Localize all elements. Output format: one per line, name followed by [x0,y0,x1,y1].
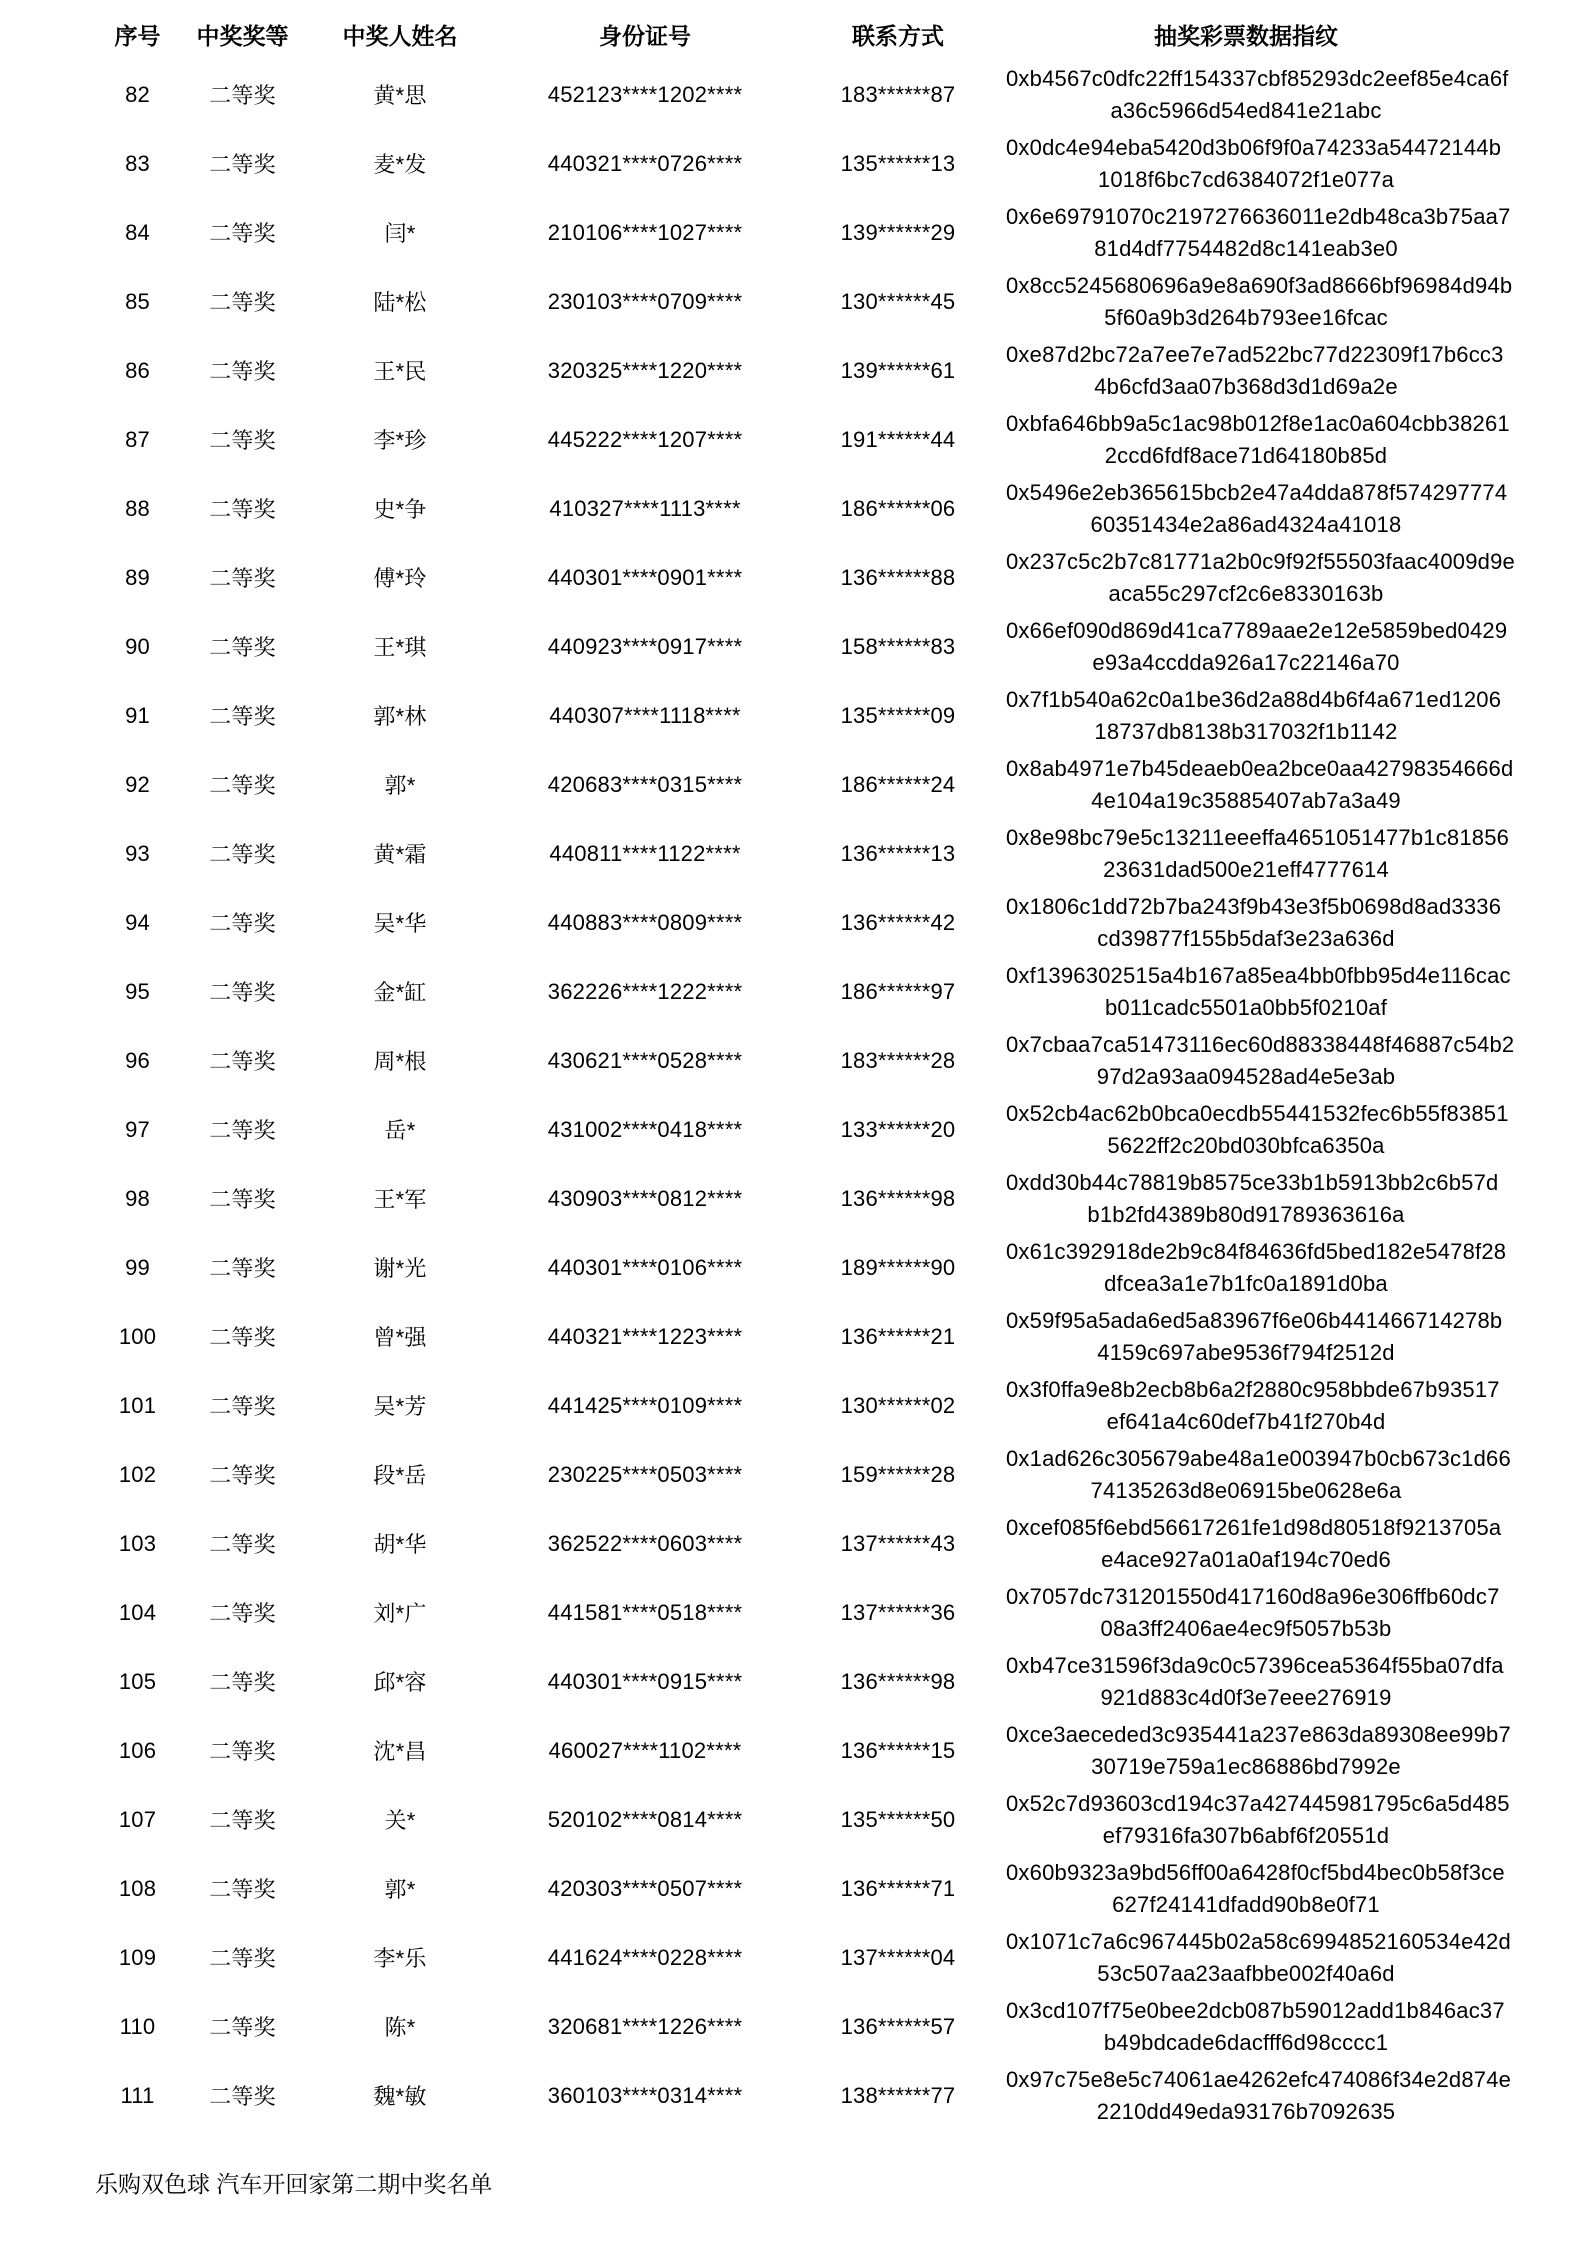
cell-fingerprint [1006,2061,1512,2130]
cell-winner-name: 吴*芳 [373,1394,427,1419]
table-row [90,1164,1486,1233]
fingerprint-line-2: b1b2fd4389b80d91789363616a [1087,1201,1405,1227]
cell-prize: 二等奖 [209,1118,276,1143]
cell-contact: 136******42 [840,909,956,935]
cell-contact: 186******24 [840,771,956,797]
cell-id-number: 362226****1222**** [547,978,743,1004]
fingerprint-line-1: 0x1071c7a6c967445b02a58c6994852160534e42d [1006,1928,1511,1954]
fingerprint-line-1: 0x8e98bc79e5c13211eeeffa4651051477b1c81856 [1006,824,1510,850]
cell-prize: 二等奖 [209,1532,276,1557]
cell-id-number: 440301****0901**** [547,564,743,590]
winners-table-body [90,60,1515,2130]
fingerprint-line-1: 0x52c7d93603cd194c37a427445981795c6a5d485 [1006,1790,1510,1816]
table-row [90,957,1486,1026]
table-row [90,1371,1486,1440]
cell-fingerprint [1006,405,1510,474]
table-row [90,819,1486,888]
cell-serial: 101 [118,1392,157,1418]
fingerprint-line-1: 0xb4567c0dfc22ff154337cbf85293dc2eef85e4ca6f [1006,65,1509,91]
fingerprint-line-1: 0x237c5c2b7c81771a2b0c9f92f55503faac4009d9e [1006,548,1515,574]
table-row [90,1647,1486,1716]
cell-id-number: 420303****0507**** [547,1875,743,1901]
fingerprint-line-1: 0x3f0ffa9e8b2ecb8b6a2f2880c958bbde67b93517 [1006,1376,1500,1402]
cell-id-number: 362522****0603**** [547,1530,743,1556]
cell-prize: 二等奖 [209,773,276,798]
cell-contact: 136******57 [840,2013,956,2039]
cell-prize: 二等奖 [209,83,276,108]
cell-contact: 186******06 [840,495,956,521]
fingerprint-line-2: 5622ff2c20bd030bfca6350a [1107,1132,1385,1158]
cell-serial: 109 [118,1944,157,1970]
fingerprint-line-1: 0x7f1b540a62c0a1be36d2a88d4b6f4a671ed1206 [1006,686,1502,712]
cell-fingerprint [1006,1371,1500,1440]
cell-id-number: 230225****0503**** [547,1461,743,1487]
cell-serial: 97 [125,1116,150,1142]
cell-fingerprint [1006,1095,1509,1164]
cell-contact: 137******43 [840,1530,956,1556]
cell-fingerprint [1006,1923,1511,1992]
fingerprint-line-2: 30719e759a1ec86886bd7992e [1091,1753,1401,1779]
fingerprint-line-1: 0xe87d2bc72a7ee7e7ad522bc77d22309f17b6cc3 [1006,341,1504,367]
fingerprint-line-1: 0x59f95a5ada6ed5a83967f6e06b441466714278b [1006,1307,1503,1333]
cell-serial: 99 [125,1254,150,1280]
cell-winner-name: 金*缸 [373,980,427,1005]
cell-prize: 二等奖 [209,497,276,522]
cell-fingerprint [1006,1992,1505,2061]
cell-prize: 二等奖 [209,1049,276,1074]
cell-fingerprint [1006,1854,1505,1923]
cell-contact: 183******28 [840,1047,956,1073]
cell-serial: 83 [125,150,150,176]
cell-serial: 85 [125,288,150,314]
cell-fingerprint [1006,198,1511,267]
col-header-prize: 中奖奖等 [196,22,289,49]
cell-fingerprint [1006,1509,1502,1578]
table-row [90,1923,1486,1992]
cell-serial: 104 [118,1599,157,1625]
fingerprint-line-2: 1018f6bc7cd6384072f1e077a [1097,166,1395,192]
cell-contact: 139******61 [840,357,956,383]
cell-prize: 二等奖 [209,911,276,936]
cell-serial: 110 [119,2013,156,2039]
fingerprint-line-2: ef641a4c60def7b41f270b4d [1106,1408,1386,1434]
fingerprint-line-2: 2210dd49eda93176b7092635 [1096,2098,1396,2124]
cell-serial: 107 [118,1806,157,1832]
fingerprint-line-2: 60351434e2a86ad4324a41018 [1090,511,1402,537]
fingerprint-line-1: 0x7057dc731201550d417160d8a96e306ffb60dc7 [1006,1583,1500,1609]
cell-prize: 二等奖 [209,221,276,246]
cell-winner-name: 郭*林 [373,704,427,729]
cell-prize: 二等奖 [209,1325,276,1350]
cell-fingerprint [1006,1647,1504,1716]
col-header-serial: 序号 [114,22,161,49]
cell-id-number: 431002****0418**** [547,1116,743,1142]
col-header-fingerprint: 抽奖彩票数据指纹 [1154,22,1338,49]
cell-id-number: 460027****1102**** [548,1737,742,1763]
fingerprint-line-2: 2ccd6fdf8ace71d64180b85d [1104,442,1388,468]
table-row [90,750,1486,819]
table-row [90,1509,1486,1578]
cell-id-number: 440811****1122**** [549,840,741,866]
table-row [90,888,1486,957]
cell-winner-name: 陈* [384,2015,416,2040]
table-row [90,1302,1486,1371]
cell-winner-name: 黄*霜 [373,842,427,867]
fingerprint-line-2: b011cadc5501a0bb5f0210af [1104,994,1388,1020]
cell-id-number: 452123****1202**** [547,81,743,107]
cell-id-number: 320325****1220**** [547,357,743,383]
cell-serial: 105 [118,1668,157,1694]
cell-prize: 二等奖 [209,842,276,867]
cell-id-number: 320681****1226**** [547,2013,743,2039]
cell-contact: 158******83 [840,633,956,659]
cell-winner-name: 郭* [384,1877,416,1902]
cell-winner-name: 吴*华 [373,911,427,936]
fingerprint-line-2: 4e104a19c35885407ab7a3a49 [1091,787,1401,813]
cell-winner-name: 王*琪 [373,635,427,660]
cell-prize: 二等奖 [209,152,276,177]
table-row [90,60,1486,129]
cell-fingerprint [1006,474,1508,543]
fingerprint-line-2: b49bdcade6dacfff6d98cccc1 [1103,2029,1389,2055]
cell-prize: 二等奖 [209,1946,276,1971]
cell-serial: 106 [118,1737,157,1763]
cell-id-number: 441581****0518**** [547,1599,743,1625]
table-row [90,1854,1486,1923]
header-row [90,8,1486,60]
cell-winner-name: 邱*容 [373,1670,427,1695]
cell-contact: 183******87 [840,81,956,107]
cell-fingerprint [1006,1302,1503,1371]
cell-winner-name: 刘*广 [373,1601,427,1626]
cell-fingerprint [1006,1578,1500,1647]
table-row [90,1785,1486,1854]
fingerprint-line-2: e4ace927a01a0af194c70ed6 [1101,1546,1391,1572]
fingerprint-line-1: 0x5496e2eb365615bcb2e47a4dda878f574297774 [1006,479,1508,505]
fingerprint-line-2: 627f24141dfadd90b8e0f71 [1112,1891,1380,1917]
cell-winner-name: 沈*昌 [373,1739,427,1764]
cell-prize: 二等奖 [209,2015,276,2040]
cell-contact: 135******50 [840,1806,956,1832]
cell-winner-name: 郭* [384,773,416,798]
table-row [90,336,1486,405]
cell-id-number: 441425****0109**** [547,1392,743,1418]
fingerprint-line-1: 0xcef085f6ebd56617261fe1d98d80518f9213705a [1006,1514,1502,1540]
cell-serial: 102 [118,1461,157,1487]
cell-id-number: 210106****1027**** [547,219,743,245]
cell-id-number: 441624****0228**** [547,1944,743,1970]
cell-prize: 二等奖 [209,1187,276,1212]
cell-prize: 二等奖 [209,428,276,453]
cell-prize: 二等奖 [209,635,276,660]
fingerprint-line-1: 0xf1396302515a4b167a85ea4bb0fbb95d4e116cac [1006,962,1511,988]
fingerprint-line-2: 08a3ff2406ae4ec9f5057b53b [1100,1615,1392,1641]
cell-serial: 95 [125,978,150,1004]
cell-winner-name: 魏*敏 [373,2084,427,2109]
cell-id-number: 440923****0917**** [547,633,743,659]
cell-contact: 130******45 [840,288,956,314]
cell-id-number: 410327****1113**** [549,495,741,521]
cell-winner-name: 王*军 [373,1187,427,1212]
cell-serial: 89 [125,564,150,590]
cell-contact: 136******88 [840,564,956,590]
cell-serial: 90 [125,633,150,659]
fingerprint-line-1: 0x60b9323a9bd56ff00a6428f0cf5bd4bec0b58f3ce [1006,1859,1505,1885]
cell-fingerprint [1006,129,1502,198]
cell-contact: 135******13 [840,150,956,176]
cell-winner-name: 曾*强 [373,1325,427,1350]
cell-fingerprint [1006,957,1511,1026]
table-row [90,1716,1486,1785]
cell-prize: 二等奖 [209,290,276,315]
cell-serial: 111 [120,2082,155,2108]
cell-serial: 108 [118,1875,157,1901]
cell-winner-name: 陆*松 [373,290,427,315]
cell-id-number: 360103****0314**** [547,2082,743,2108]
cell-fingerprint [1006,612,1508,681]
cell-fingerprint [1006,750,1514,819]
cell-prize: 二等奖 [209,1808,276,1833]
cell-winner-name: 关* [384,1808,416,1833]
cell-contact: 133******20 [840,1116,956,1142]
cell-contact: 137******04 [840,1944,956,1970]
fingerprint-line-1: 0xbfa646bb9a5c1ac98b012f8e1ac0a604cbb38261 [1006,410,1510,436]
fingerprint-line-1: 0x8ab4971e7b45deaeb0ea2bce0aa42798354666d [1006,755,1514,781]
cell-prize: 二等奖 [209,1256,276,1281]
cell-fingerprint [1006,1233,1507,1302]
cell-fingerprint [1006,1785,1510,1854]
fingerprint-line-2: 81d4df7754482d8c141eab3e0 [1094,235,1398,261]
fingerprint-line-2: 18737db8138b317032f1b1142 [1094,718,1398,744]
cell-contact: 189******90 [840,1254,956,1280]
cell-fingerprint [1006,888,1502,957]
cell-prize: 二等奖 [209,980,276,1005]
fingerprint-line-2: 4b6cfd3aa07b368d3d1d69a2e [1094,373,1398,399]
fingerprint-line-1: 0x97c75e8e5c74061ae4262efc474086f34e2d874e [1006,2066,1512,2092]
cell-serial: 92 [125,771,150,797]
fingerprint-line-1: 0x52cb4ac62b0bca0ecdb55441532fec6b55f83851 [1006,1100,1509,1126]
table-row [90,1095,1486,1164]
fingerprint-line-2: e93a4ccdda926a17c22146a70 [1092,649,1400,675]
cell-contact: 130******02 [840,1392,956,1418]
cell-prize: 二等奖 [209,1877,276,1902]
cell-id-number: 430903****0812**** [547,1185,743,1211]
cell-contact: 138******77 [840,2082,956,2108]
cell-id-number: 430621****0528**** [547,1047,743,1073]
cell-contact: 136******13 [840,840,956,866]
fingerprint-line-2: 5f60a9b3d264b793ee16fcac [1104,304,1388,330]
cell-id-number: 230103****0709**** [547,288,743,314]
table-row [90,1026,1486,1095]
fingerprint-line-2: 53c507aa23aafbbe002f40a6d [1097,1960,1395,1986]
fingerprint-line-1: 0x66ef090d869d41ca7789aae2e12e5859bed0429 [1006,617,1508,643]
fingerprint-line-1: 0xb47ce31596f3da9c0c57396cea5364f55ba07dfa [1006,1652,1504,1678]
table-row [90,1233,1486,1302]
fingerprint-line-2: 74135263d8e06915be0628e6a [1090,1477,1402,1503]
cell-contact: 136******98 [840,1668,956,1694]
cell-prize: 二等奖 [209,1394,276,1419]
cell-id-number: 440307****1118**** [549,702,741,728]
cell-id-number: 440301****0915**** [547,1668,743,1694]
cell-fingerprint [1006,60,1509,129]
table-row [90,543,1486,612]
cell-prize: 二等奖 [209,566,276,591]
table-row [90,612,1486,681]
cell-prize: 二等奖 [209,1670,276,1695]
cell-id-number: 445222****1207**** [547,426,743,452]
cell-fingerprint [1006,1440,1511,1509]
fingerprint-line-2: ef79316fa307b6abf6f20551d [1102,1822,1390,1848]
fingerprint-line-1: 0x0dc4e94eba5420d3b06f9f0a74233a54472144b [1006,134,1502,160]
cell-winner-name: 麦*发 [373,152,427,177]
cell-contact: 136******21 [840,1323,956,1349]
fingerprint-line-1: 0x1ad626c305679abe48a1e003947b0cb673c1d66 [1006,1445,1511,1471]
winners-table-header [90,8,1486,60]
fingerprint-line-1: 0x1806c1dd72b7ba243f9b43e3f5b0698d8ad3336 [1006,893,1502,919]
cell-prize: 二等奖 [209,2084,276,2109]
cell-serial: 88 [125,495,150,521]
cell-winner-name: 段*岳 [373,1463,427,1488]
cell-winner-name: 胡*华 [373,1532,427,1557]
col-header-contact: 联系方式 [852,22,944,49]
cell-serial: 100 [118,1323,157,1349]
cell-serial: 84 [125,219,150,245]
cell-serial: 82 [125,81,150,107]
cell-contact: 136******15 [840,1737,956,1763]
cell-id-number: 440883****0809**** [547,909,743,935]
cell-winner-name: 李*珍 [373,428,427,453]
col-header-id-number: 身份证号 [599,22,691,49]
cell-id-number: 440321****1223**** [547,1323,743,1349]
col-header-winner-name: 中奖人姓名 [342,22,458,49]
table-row [90,129,1486,198]
cell-winner-name: 黄*思 [373,83,427,108]
cell-fingerprint [1006,681,1502,750]
table-row [90,681,1486,750]
fingerprint-line-1: 0x61c392918de2b9c84f84636fd5bed182e5478f28 [1006,1238,1507,1264]
cell-fingerprint [1006,543,1515,612]
fingerprint-line-1: 0xce3aeceded3c935441a237e863da89308ee99b7 [1006,1721,1511,1747]
cell-winner-name: 傅*玲 [373,566,427,591]
cell-prize: 二等奖 [209,1463,276,1488]
fingerprint-line-2: dfcea3a1e7b1fc0a1891d0ba [1104,1270,1388,1296]
table-row [90,2061,1486,2130]
cell-fingerprint [1006,819,1510,888]
table-row [90,1440,1486,1509]
cell-serial: 94 [125,909,150,935]
cell-contact: 136******98 [840,1185,956,1211]
cell-contact: 159******28 [840,1461,956,1487]
cell-fingerprint [1006,267,1513,336]
cell-serial: 93 [125,840,150,866]
winners-table [90,8,1515,2130]
cell-winner-name: 王*民 [373,359,427,384]
cell-id-number: 420683****0315**** [547,771,743,797]
footer-caption: 乐购双色球 汽车开回家第二期中奖名单 [95,2171,493,2197]
cell-winner-name: 李*乐 [373,1946,427,1971]
cell-serial: 96 [125,1047,150,1073]
cell-serial: 86 [125,357,150,383]
cell-serial: 103 [118,1530,157,1556]
cell-contact: 139******29 [840,219,956,245]
cell-winner-name: 谢*光 [373,1256,427,1281]
fingerprint-line-2: 921d883c4d0f3e7eee276919 [1100,1684,1392,1710]
cell-winner-name: 闫* [384,221,416,246]
fingerprint-line-2: a36c5966d54ed841e21abc [1110,97,1382,123]
table-row [90,198,1486,267]
cell-winner-name: 周*根 [373,1049,427,1074]
cell-id-number: 440301****0106**** [547,1254,743,1280]
cell-contact: 191******44 [840,426,956,452]
cell-contact: 136******71 [840,1875,956,1901]
fingerprint-line-2: 97d2a93aa094528ad4e5e3ab [1096,1063,1396,1089]
cell-prize: 二等奖 [209,359,276,384]
table-row [90,474,1486,543]
fingerprint-line-2: aca55c297cf2c6e8330163b [1108,580,1384,606]
cell-contact: 186******97 [840,978,956,1004]
cell-prize: 二等奖 [209,1739,276,1764]
cell-serial: 98 [125,1185,150,1211]
fingerprint-line-1: 0x3cd107f75e0bee2dcb087b59012add1b846ac37 [1006,1997,1505,2023]
fingerprint-line-2: 4159c697abe9536f794f2512d [1097,1339,1395,1365]
fingerprint-line-1: 0x8cc5245680696a9e8a690f3ad8666bf96984d94b [1006,272,1513,298]
cell-serial: 91 [125,702,150,728]
table-row [90,405,1486,474]
fingerprint-line-2: cd39877f155b5daf3e23a636d [1097,925,1395,951]
fingerprint-line-1: 0xdd30b44c78819b8575ce33b1b5913bb2c6b57d [1006,1169,1499,1195]
cell-contact: 137******36 [840,1599,956,1625]
cell-prize: 二等奖 [209,1601,276,1626]
table-row [90,1578,1486,1647]
cell-winner-name: 岳* [384,1118,416,1143]
cell-fingerprint [1006,336,1504,405]
table-row [90,267,1486,336]
cell-fingerprint [1006,1716,1511,1785]
fingerprint-line-1: 0x6e69791070c2197276636011e2db48ca3b75aa7 [1006,203,1511,229]
cell-prize: 二等奖 [209,704,276,729]
cell-contact: 135******09 [840,702,956,728]
cell-id-number: 440321****0726**** [547,150,743,176]
fingerprint-line-2: 23631dad500e21eff4777614 [1103,856,1389,882]
fingerprint-line-1: 0x7cbaa7ca51473116ec60d88338448f46887c54b2 [1006,1031,1515,1057]
cell-serial: 87 [125,426,150,452]
table-row [90,1992,1486,2061]
cell-id-number: 520102****0814**** [547,1806,743,1832]
cell-winner-name: 史*争 [373,497,427,522]
cell-fingerprint [1006,1026,1515,1095]
cell-fingerprint [1006,1164,1499,1233]
